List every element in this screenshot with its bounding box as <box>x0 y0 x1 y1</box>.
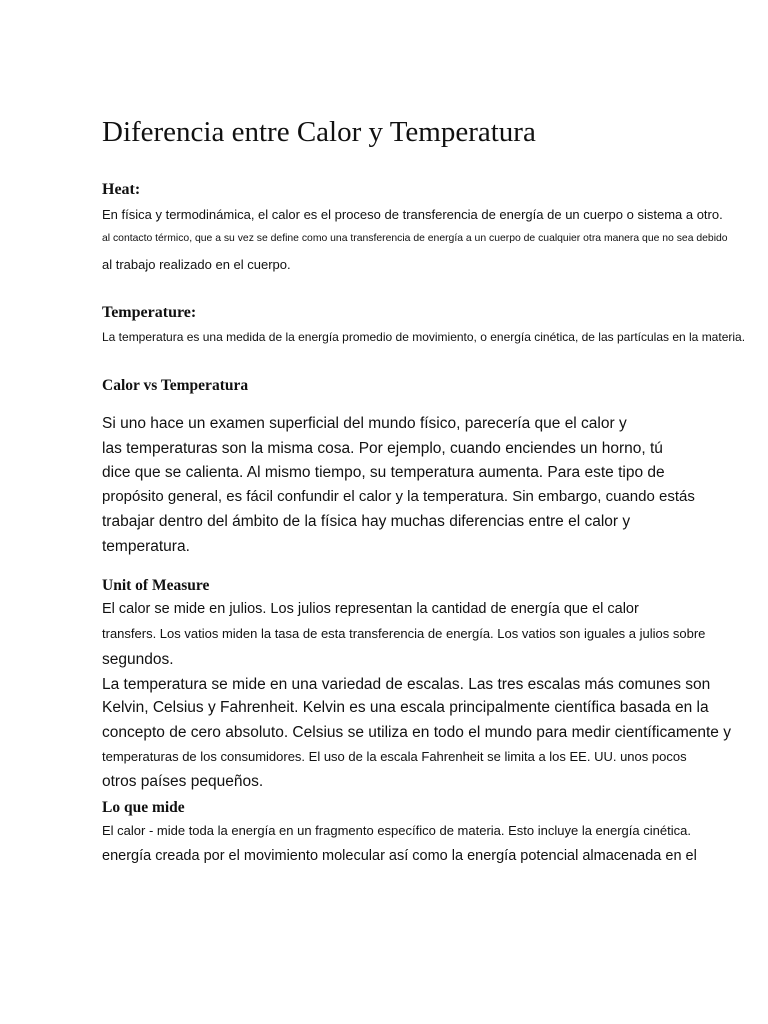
calor-vs-line-4: propósito general, es fácil confundir el calor y la temperatura. Sin embargo, cuando estás <box>102 488 695 505</box>
unit-line-4: La temperatura se mide en una variedad de escalas. Las tres escalas más comunes son <box>102 676 711 693</box>
temperature-line-1: La temperatura es una medida de la energía promedio de movimiento, o energía cinética, de las partículas en la materia. <box>102 330 746 344</box>
unit-line-7: temperaturas de los consumidores. El uso de la escala Fahrenheit se limita a los EE. UU. unos pocos <box>102 749 687 764</box>
calor-vs-line-1: Si uno hace un examen superficial del mundo físico, parecería que el calor y <box>102 415 627 432</box>
heat-line-3: al trabajo realizado en el cuerpo. <box>102 257 291 272</box>
calor-vs-line-5: trabajar dentro del ámbito de la física hay muchas diferencias entre el calor y <box>102 513 631 530</box>
lo-que-mide-heading: Lo que mide <box>102 799 185 816</box>
unit-line-8: otros países pequeños. <box>102 773 264 790</box>
unit-line-3: segundos. <box>102 651 174 668</box>
calor-vs-line-6: temperatura. <box>102 538 190 555</box>
unit-heading: Unit of Measure <box>102 577 210 594</box>
heat-line-1: En física y termodinámica, el calor es el proceso de transferencia de energía de un cuerpo o sistema a otro. <box>102 207 723 222</box>
unit-line-5: Kelvin, Celsius y Fahrenheit. Kelvin es una escala principalmente científica basada en la <box>102 699 709 716</box>
unit-line-6: concepto de cero absoluto. Celsius se utiliza en todo el mundo para medir científicamente y <box>102 724 731 741</box>
lo-que-mide-line-2: energía creada por el movimiento molecular así como la energía potencial almacenada en el <box>102 848 697 864</box>
unit-line-1: El calor se mide en julios. Los julios representan la cantidad de energía que el calor <box>102 601 639 617</box>
temperature-heading: Temperature: <box>102 304 197 321</box>
lo-que-mide-line-1: El calor - mide toda la energía en un fragmento específico de materia. Esto incluye la energía cinética. <box>102 823 691 838</box>
calor-vs-heading: Calor vs Temperatura <box>102 377 249 394</box>
calor-vs-line-3: dice que se calienta. Al mismo tiempo, su temperatura aumenta. Para este tipo de <box>102 464 665 481</box>
heat-heading: Heat: <box>102 181 141 198</box>
calor-vs-line-2: las temperaturas son la misma cosa. Por ejemplo, cuando enciendes un horno, tú <box>102 440 663 457</box>
heat-line-2: al contacto térmico, que a su vez se define como una transferencia de energía a un cuerpo de cualquier otra manera que no sea debido <box>102 233 728 244</box>
page-title: Diferencia entre Calor y Temperatura <box>102 116 536 148</box>
unit-line-2: transfers. Los vatios miden la tasa de esta transferencia de energía. Los vatios son iguales a julios sobre <box>102 626 706 641</box>
